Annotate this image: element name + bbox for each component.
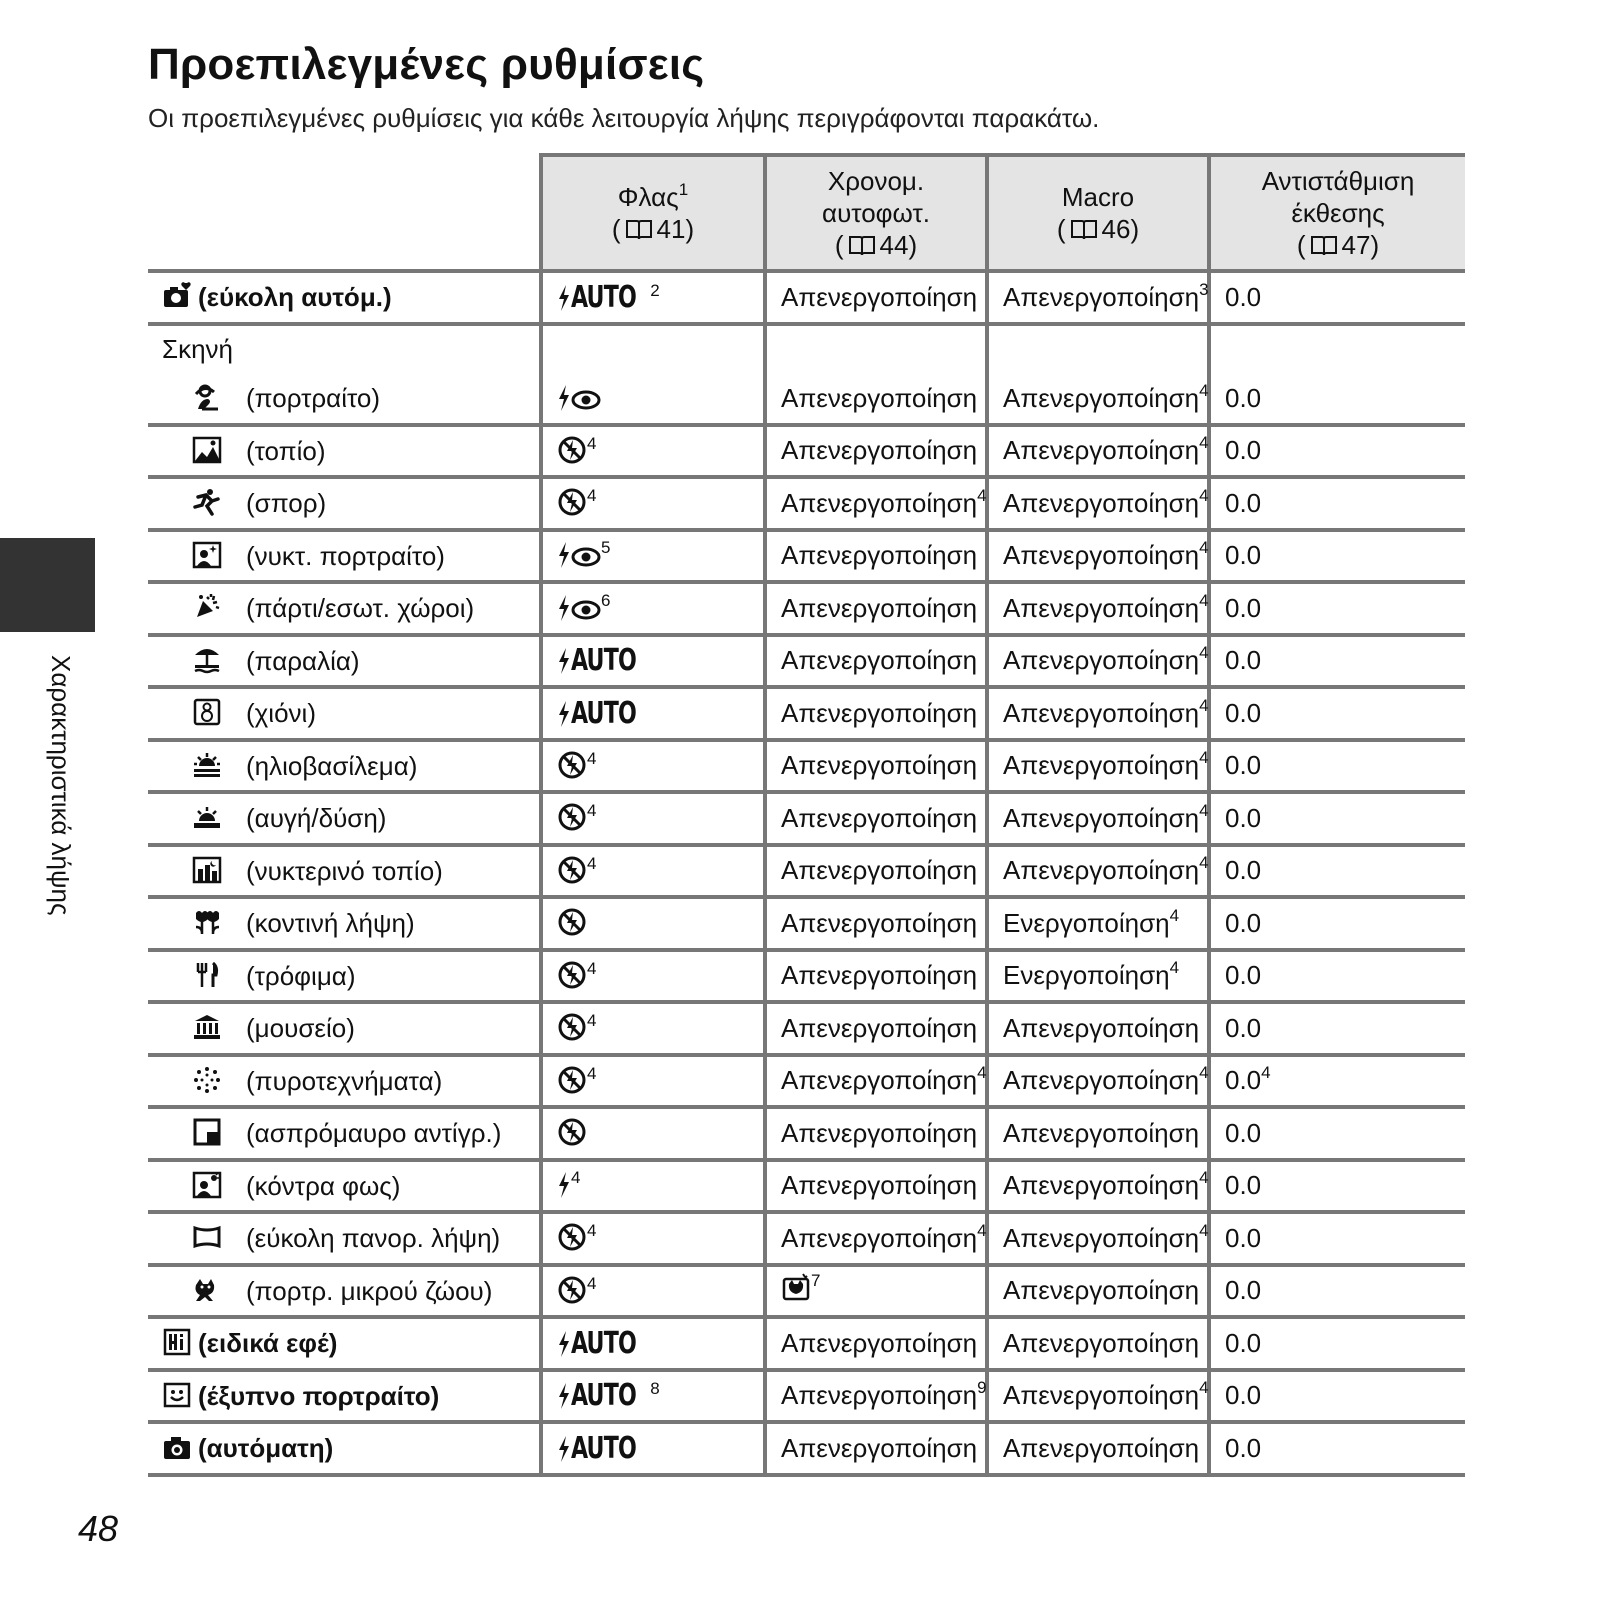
timer-cell: Απενεργοποίηση	[765, 1317, 987, 1370]
flash-cell	[541, 687, 765, 740]
flash-off-icon	[557, 961, 587, 991]
footnote-ref: 4	[1199, 590, 1209, 610]
mode-cell	[148, 845, 541, 898]
mode-label: (κόντρα φως)	[246, 1170, 401, 1201]
macro-cell: Απενεργοποίηση$^3$	[987, 271, 1209, 324]
table-row	[148, 1317, 1465, 1370]
flash-off-icon	[557, 908, 587, 938]
macro-cell: Απενεργοποίηση$^4$	[987, 477, 1209, 530]
flash-cell	[541, 1212, 765, 1265]
footnote-ref: 4	[1199, 485, 1209, 505]
footnote-ref: 4	[1199, 1168, 1209, 1188]
dusk-dawn-icon	[192, 802, 222, 832]
timer-cell: Απενεργοποίηση$^4$	[765, 477, 987, 530]
sports-icon	[192, 487, 222, 517]
special-effects-icon	[162, 1327, 192, 1357]
timer-cell: Απενεργοποίηση	[765, 530, 987, 583]
macro-cell: Απενεργοποίηση	[987, 1265, 1209, 1318]
mode-cell	[148, 792, 541, 845]
backlighting-icon	[192, 1170, 222, 1200]
flash-off-icon	[557, 1276, 587, 1306]
flash-off-icon	[557, 1118, 587, 1148]
exposure-cell: 0.0	[1209, 477, 1465, 530]
table-row-group	[148, 324, 1465, 375]
footnote-ref: 5	[601, 538, 611, 558]
flash-value: AUTO	[571, 1325, 636, 1361]
footnote-ref: 4	[1199, 643, 1209, 663]
flash-cell	[541, 1055, 765, 1108]
exposure-cell: 0.0	[1209, 1160, 1465, 1213]
table-row	[148, 687, 1465, 740]
mode-cell	[148, 374, 541, 425]
book-icon	[1310, 232, 1338, 254]
footnote-ref: 4	[587, 1221, 597, 1241]
footnote-ref: 4	[1199, 1378, 1209, 1398]
landscape-icon	[192, 435, 222, 465]
exposure-cell: 0.0	[1209, 635, 1465, 688]
bw-copy-icon	[192, 1117, 222, 1147]
footnote-ref: 4	[1261, 1063, 1271, 1083]
footnote-ref: 9	[977, 1378, 987, 1398]
museum-icon	[192, 1012, 222, 1042]
footnote-ref: 4	[977, 1220, 987, 1240]
smart-portrait-icon	[162, 1380, 192, 1410]
mode-label: (κοντινή λήψη)	[246, 908, 415, 939]
timer-cell: Απενεργοποίηση	[765, 740, 987, 793]
table-row	[148, 1107, 1465, 1160]
table-row	[148, 477, 1465, 530]
table-row	[148, 1422, 1465, 1475]
mode-cell	[148, 1107, 541, 1160]
timer-cell: Απενεργοποίηση$^9$	[765, 1370, 987, 1423]
flash-off-icon	[557, 1066, 587, 1096]
footnote-ref: 4	[587, 853, 597, 873]
mode-label: (ασπρόμαυρο αντίγρ.)	[246, 1118, 502, 1149]
flash-cell	[541, 1002, 765, 1055]
mode-label: (νυκτ. πορτραίτο)	[246, 540, 445, 571]
page-title: Προεπιλεγμένες ρυθμίσεις	[148, 40, 705, 89]
table-row	[148, 1160, 1465, 1213]
timer-cell: Απενεργοποίηση	[765, 425, 987, 478]
table-row	[148, 740, 1465, 793]
mode-label: (σπορ)	[246, 488, 327, 519]
exposure-cell: 0.0	[1209, 687, 1465, 740]
flash-off-icon	[557, 1223, 587, 1253]
pet-portrait-icon	[192, 1275, 222, 1305]
pet-release-icon	[781, 1272, 811, 1309]
food-icon	[192, 960, 222, 990]
exposure-cell: 0.0	[1209, 1422, 1465, 1475]
table-row	[148, 1002, 1465, 1055]
flash-off-icon	[557, 488, 587, 518]
macro-cell: Απενεργοποίηση$^4$	[987, 740, 1209, 793]
mode-label: (μουσείο)	[246, 1013, 355, 1044]
macro-cell: Απενεργοποίηση$^4$	[987, 792, 1209, 845]
mode-cell	[148, 477, 541, 530]
scene-group-label: Σκηνή	[162, 334, 233, 365]
flash-cell	[541, 792, 765, 845]
panorama-icon	[192, 1222, 222, 1252]
timer-cell: Απενεργοποίηση$^4$	[765, 1055, 987, 1108]
exposure-cell: 0.0	[1209, 374, 1465, 425]
close-up-icon	[192, 907, 222, 937]
flash-off-icon	[557, 1013, 587, 1043]
timer-cell: Απενεργοποίηση	[765, 1002, 987, 1055]
table-row	[148, 582, 1465, 635]
mode-label: (πορτραίτο)	[246, 383, 380, 414]
macro-cell: Απενεργοποίηση$^4$	[987, 1160, 1209, 1213]
mode-label: (αυγή/δύση)	[246, 803, 387, 834]
flash-cell	[541, 1370, 765, 1423]
flash-cell	[541, 1107, 765, 1160]
exposure-cell: 0.0	[1209, 950, 1465, 1003]
footnote-ref: 4	[1199, 433, 1209, 453]
exposure-cell: 0.0	[1209, 740, 1465, 793]
footnote-ref: 4	[1199, 538, 1209, 558]
macro-cell: Απενεργοποίηση$^4$	[987, 845, 1209, 898]
flash-cell	[541, 582, 765, 635]
mode-cell	[148, 1002, 541, 1055]
footnote-ref: 4	[1199, 853, 1209, 873]
mode-cell	[148, 582, 541, 635]
header-blank-cell	[148, 155, 541, 271]
exposure-cell: 0.0	[1209, 1212, 1465, 1265]
macro-cell: Ενεργοποίηση$^4$	[987, 950, 1209, 1003]
party-icon	[192, 592, 222, 622]
mode-label: (χιόνι)	[246, 698, 316, 729]
flash-cell	[541, 374, 765, 425]
mode-label: (παραλία)	[246, 645, 360, 676]
mode-cell	[148, 740, 541, 793]
book-icon	[1070, 216, 1098, 238]
auto-mode-icon	[162, 1432, 192, 1462]
mode-cell	[148, 1265, 541, 1318]
timer-cell: Απενεργοποίηση	[765, 845, 987, 898]
footnote-ref: 4	[587, 1273, 597, 1293]
portrait-icon	[192, 382, 222, 412]
flash-cell	[541, 1160, 765, 1213]
mode-label: (ειδικά εφέ)	[198, 1328, 338, 1359]
footnote-ref: 4	[977, 485, 987, 505]
mode-cell	[148, 687, 541, 740]
timer-cell: Απενεργοποίηση	[765, 792, 987, 845]
table-header-row	[148, 155, 1465, 271]
red-eye-flash-icon	[557, 383, 601, 413]
table-row	[148, 1055, 1465, 1108]
mode-label: (πορτρ. μικρού ζώου)	[246, 1275, 493, 1306]
table-row	[148, 950, 1465, 1003]
snow-icon	[192, 697, 222, 727]
macro-cell: Απενεργοποίηση$^4$	[987, 635, 1209, 688]
mode-cell	[148, 1160, 541, 1213]
exposure-cell: $0.0^4$	[1209, 1055, 1465, 1108]
macro-cell: Απενεργοποίηση$^4$	[987, 1212, 1209, 1265]
footnote-ref: 4	[587, 958, 597, 978]
table-row	[148, 271, 1465, 324]
footnote-ref: 4	[1199, 695, 1209, 715]
red-eye-flash-icon	[557, 593, 601, 623]
mode-label: (ηλιοβασίλεμα)	[246, 750, 418, 781]
flash-cell	[541, 950, 765, 1003]
fill-flash-icon	[557, 1170, 571, 1200]
flash-cell	[541, 897, 765, 950]
mode-cell	[148, 530, 541, 583]
flash-value: AUTO	[571, 695, 636, 731]
table-row	[148, 635, 1465, 688]
flash-cell	[541, 740, 765, 793]
footnote-ref: 6	[601, 590, 611, 610]
table-row	[148, 897, 1465, 950]
easy-auto-icon	[162, 281, 192, 311]
mode-cell	[148, 1422, 541, 1475]
footnote-ref: 2	[650, 280, 660, 300]
mode-cell	[148, 425, 541, 478]
flash-cell	[541, 845, 765, 898]
flash-off-icon	[557, 803, 587, 833]
flash-off-icon	[557, 751, 587, 781]
footnote-ref: 3	[1199, 279, 1209, 299]
table-row	[148, 845, 1465, 898]
flash-cell	[541, 477, 765, 530]
mode-label: (νυκτερινό τοπίο)	[246, 855, 443, 886]
macro-cell: Απενεργοποίηση	[987, 1002, 1209, 1055]
exposure-cell: 0.0	[1209, 1265, 1465, 1318]
exposure-cell: 0.0	[1209, 1370, 1465, 1423]
timer-cell: Απενεργοποίηση	[765, 950, 987, 1003]
flash-cell	[541, 1317, 765, 1370]
mode-label: (αυτόματη)	[198, 1433, 334, 1464]
mode-label: (τρόφιμα)	[246, 960, 356, 991]
exposure-cell: 0.0	[1209, 425, 1465, 478]
mode-label: (έξυπνο πορτραίτο)	[198, 1380, 440, 1411]
header-self-timer: Χρονομ. αυτοφωτ. ( 44)	[765, 155, 987, 271]
exposure-cell: 0.0	[1209, 1317, 1465, 1370]
mode-cell	[148, 1317, 541, 1370]
flash-cell	[541, 530, 765, 583]
footnote-ref: 4	[587, 1011, 597, 1031]
exposure-cell: 0.0	[1209, 792, 1465, 845]
flash-value: AUTO	[571, 643, 636, 679]
exposure-cell: 0.0	[1209, 845, 1465, 898]
timer-cell: Απενεργοποίηση	[765, 635, 987, 688]
timer-cell: Απενεργοποίηση	[765, 1422, 987, 1475]
footnote-ref: 4	[571, 1168, 581, 1188]
footnote-ref: 4	[587, 486, 597, 506]
timer-cell: Απενεργοποίηση	[765, 582, 987, 635]
flash-value: AUTO	[571, 1378, 636, 1414]
table-row	[148, 792, 1465, 845]
beach-icon	[192, 645, 222, 675]
flash-cell	[541, 635, 765, 688]
timer-cell: Απενεργοποίηση$^4$	[765, 1212, 987, 1265]
flash-off-icon	[557, 436, 587, 466]
macro-cell: Απενεργοποίηση	[987, 1317, 1209, 1370]
footnote-ref: 4	[1199, 380, 1209, 400]
macro-cell: Απενεργοποίηση$^4$	[987, 1055, 1209, 1108]
footnote-ref: 4	[587, 1063, 597, 1083]
exposure-cell: 0.0	[1209, 530, 1465, 583]
timer-cell: Απενεργοποίηση	[765, 897, 987, 950]
mode-label: (εύκολη αυτόμ.)	[198, 282, 392, 313]
page-subtitle: Οι προεπιλεγμένες ρυθμίσεις για κάθε λειτουργία λήψης περιγράφονται παρακάτω.	[148, 103, 1100, 133]
flash-cell	[541, 271, 765, 324]
mode-cell	[148, 950, 541, 1003]
header-macro: Macro ( 46)	[987, 155, 1209, 271]
timer-cell	[765, 1265, 987, 1318]
timer-cell: Απενεργοποίηση	[765, 374, 987, 425]
mode-label: (εύκολη πανορ. λήψη)	[246, 1223, 501, 1254]
table-row	[148, 425, 1465, 478]
footnote-ref: 4	[1169, 958, 1180, 978]
night-portrait-icon	[192, 540, 222, 570]
macro-cell: Απενεργοποίηση	[987, 1107, 1209, 1160]
book-icon	[625, 216, 653, 238]
macro-cell: Απενεργοποίηση$^4$	[987, 425, 1209, 478]
macro-cell: Απενεργοποίηση$^4$	[987, 530, 1209, 583]
footnote-ref: 4	[1199, 748, 1209, 768]
macro-cell: Απενεργοποίηση	[987, 1422, 1209, 1475]
table-row	[148, 1212, 1465, 1265]
footnote-ref: 4	[1199, 800, 1209, 820]
flash-value: AUTO	[571, 1430, 636, 1466]
exposure-cell: 0.0	[1209, 897, 1465, 950]
flash-value: AUTO	[571, 279, 636, 315]
footnote-ref: 4	[587, 748, 597, 768]
page-number: 48	[78, 1508, 119, 1549]
flash-cell	[541, 425, 765, 478]
footnote-ref: 8	[650, 1379, 660, 1399]
footnote-ref: 4	[587, 801, 597, 821]
macro-cell: Ενεργοποίηση$^4$	[987, 897, 1209, 950]
exposure-cell: 0.0	[1209, 1002, 1465, 1055]
flash-off-icon	[557, 856, 587, 886]
table-row	[148, 374, 1465, 425]
macro-cell: Απενεργοποίηση$^4$	[987, 687, 1209, 740]
mode-cell	[148, 897, 541, 950]
sunset-icon	[192, 750, 222, 780]
table-row	[148, 1265, 1465, 1318]
mode-label: (τοπίο)	[246, 435, 326, 466]
macro-cell: Απενεργοποίηση$^4$	[987, 374, 1209, 425]
mode-label: (πάρτι/εσωτ. χώροι)	[246, 593, 475, 624]
fireworks-icon	[192, 1065, 222, 1095]
mode-cell	[148, 1055, 541, 1108]
exposure-cell: 0.0	[1209, 271, 1465, 324]
flash-cell	[541, 1265, 765, 1318]
timer-cell: Απενεργοποίηση	[765, 1107, 987, 1160]
footnote-ref: 4	[1199, 1220, 1209, 1240]
footnote-ref: 4	[1199, 1063, 1209, 1083]
table-row	[148, 1370, 1465, 1423]
header-flash: Φλας$^1$ ( 41)	[541, 155, 765, 271]
exposure-cell: 0.0	[1209, 582, 1465, 635]
footnote-ref: 4	[1169, 905, 1180, 925]
default-settings-table	[148, 153, 1465, 1477]
footnote-ref: 7	[811, 1271, 821, 1291]
exposure-cell: 0.0	[1209, 1107, 1465, 1160]
mode-label: (πυροτεχνήματα)	[246, 1065, 443, 1096]
book-icon	[848, 232, 876, 254]
chapter-label: Χαρακτηριστικά λήψης	[46, 655, 76, 916]
footnote-ref: 4	[587, 433, 597, 453]
flash-cell	[541, 1422, 765, 1475]
macro-cell: Απενεργοποίηση$^4$	[987, 582, 1209, 635]
mode-cell	[148, 271, 541, 324]
footnote-ref: 4	[977, 1063, 987, 1083]
table-row	[148, 530, 1465, 583]
timer-cell: Απενεργοποίηση	[765, 271, 987, 324]
mode-cell	[148, 1212, 541, 1265]
header-exposure: Αντιστάθμιση έκθεσης ( 47)	[1209, 155, 1465, 271]
mode-cell	[148, 635, 541, 688]
timer-cell: Απενεργοποίηση	[765, 687, 987, 740]
macro-cell: Απενεργοποίηση$^4$	[987, 1370, 1209, 1423]
chapter-tab	[0, 538, 95, 632]
mode-cell	[148, 1370, 541, 1423]
red-eye-flash-icon	[557, 540, 601, 570]
timer-cell: Απενεργοποίηση	[765, 1160, 987, 1213]
night-landscape-icon	[192, 855, 222, 885]
